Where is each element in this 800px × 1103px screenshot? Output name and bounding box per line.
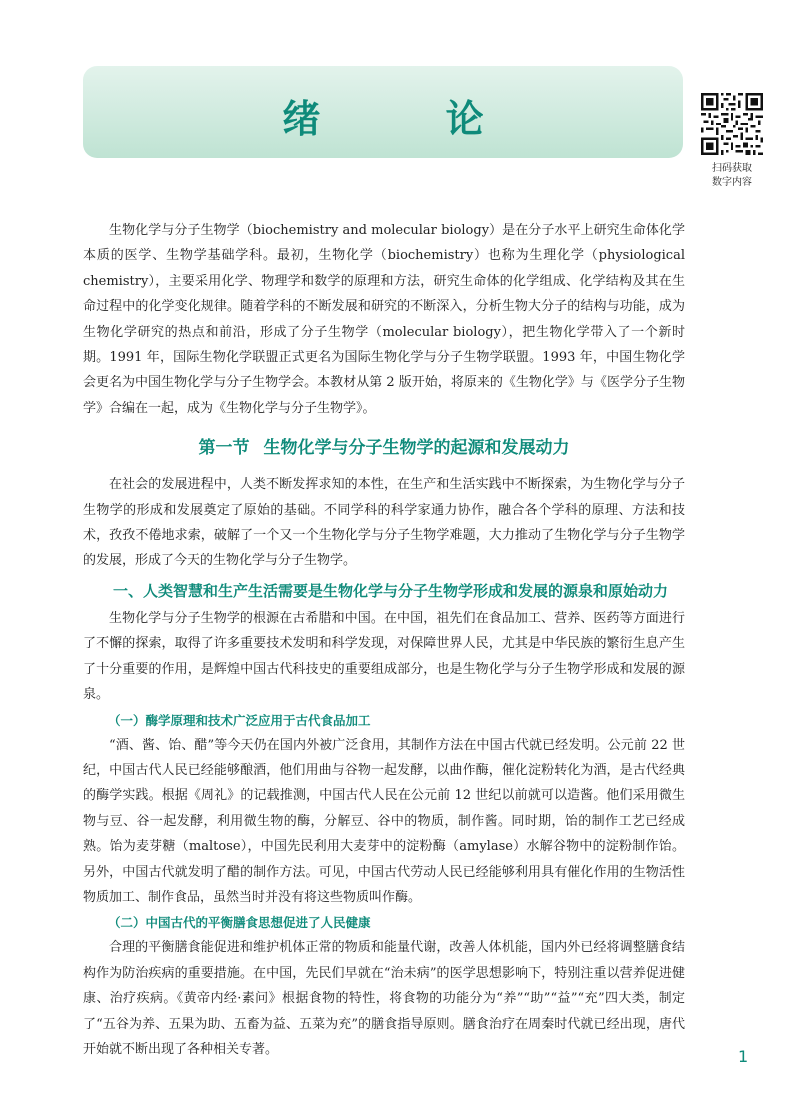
page-content [83,218,685,1062]
chapter-banner [83,66,683,158]
section-paragraph: 在社会的发展进程中，人类不断发挥求知的本性，在生产和生活实践中不断探索，为生物化学与分子生物学的形成和发展奠定了原始的基础。不同学科的科学家通力协作，融合各个学科的原理、方法和技术，孜孜不倦地求索，破解了一个又一个生物化学与分子生物学难题，大力推动了生物化学与分子生物学的发展，形成了今天的生物化学与分子生物学。 [83,477,685,569]
item-paragraph-2: 合理的平衡膳食能促进和维护机体正常的物质和能量代谢，改善人体机能，国内外已经将调整膳食结构作为防治疾病的重要措施。在中国，先民们早就在“治未病”的医学思想影响下，特别注重以营养促进健康、治疗疾病。《黄帝内经·素问》根据食物的特性，将食物的功能分为“养”“助”“益”“充”四大类，制定了“五谷为养、五果为助、五畜为益、五菜为充”的膳食指导原则。膳食治疗在周秦时代就已经出现，唐代开始就不断出现了各种相关专著。 [83,940,685,1057]
chapter-title: 绪 论 [282,97,540,141]
item-heading-2: （二）中国古代的平衡膳食思想促进了人民健康 [108,915,371,931]
qr-caption-line1: 扫码获取 [712,163,752,174]
qr-code-icon[interactable] [701,93,763,155]
qr-caption-line2: 数字内容 [712,177,752,188]
subsection-paragraph: 生物化学与分子生物学的根源在古希腊和中国。在中国，祖先们在食品加工、营养、医药等方面进行了不懈的探索，取得了许多重要技术发明和科学发现，对保障世界人民，尤其是中华民族的繁衍生息产生了十分重要的作用，是辉煌中国古代科技史的重要组成部分，也是生物化学与分子生物学形成和发展的源泉。 [83,610,685,703]
page-number: 1 [738,1047,749,1066]
qr-caption [690,162,774,190]
subsection-heading: 一、人类智慧和生产生活需要是生物化学与分子生物学形成和发展的源泉和原始动力 [113,581,669,600]
section-heading: 第一节 生物化学与分子生物学的起源和发展动力 [198,438,570,459]
intro-paragraph: 生物化学与分子生物学（biochemistry and molecular biology）是在分子水平上研究生命体化学本质的医学、生物学基础学科。最初，生物化学（biochemistry）也称为生理化学（physiological chemistry），主要采用化学、物理学和数学的原理和方法，研究生命体的化学组成、化学结构及其在生命过程中的化学变化规律。随着学科的不断发展和研究的不断深入，分析生物大分子的结构与功能，成为生物化学研究的热点和前沿，形成了分子生物学（molecular biology），把生物化学带入了一个新时期。1991 年，国际生物化学联盟正式更名为国际生物化学与分子生物学联盟。1993 年，中国生物化学会更名为中国生物化学与分子生物学会。本教材从第 2 版开始，将原来的《生物化学》与《医学分子生物学》合编在一起，成为《生物化学与分子生物学》。 [83,223,685,416]
item-paragraph-1: “酒、酱、饴、醋”等今天仍在国内外被广泛食用，其制作方法在中国古代就已经发明。公元前 22 世纪，中国古代人民已经能够酿酒，他们用曲与谷物一起发酵，以曲作酶，催化淀粉转化为酒，是古代经典的酶学实践。根据《周礼》的记载推测，中国古代人民在公元前 12 世纪以前就可以造酱。他们采用微生物与豆、谷一起发酵，利用微生物的酶，分解豆、谷中的物质，制作酱。同时期，饴的制作工艺已经成熟。饴为麦芽糖（maltose），中国先民利用大麦芽中的淀粉酶（amylase）水解谷物中的淀粉制作饴。另外，中国古代就发明了醋的制作方法。可见，中国古代劳动人民已经能够利用具有催化作用的生物活性物质加工、制作食品，虽然当时并没有将这些物质叫作酶。 [83,737,685,905]
item-heading-1: （一）酶学原理和技术广泛应用于古代食品加工 [108,712,371,728]
